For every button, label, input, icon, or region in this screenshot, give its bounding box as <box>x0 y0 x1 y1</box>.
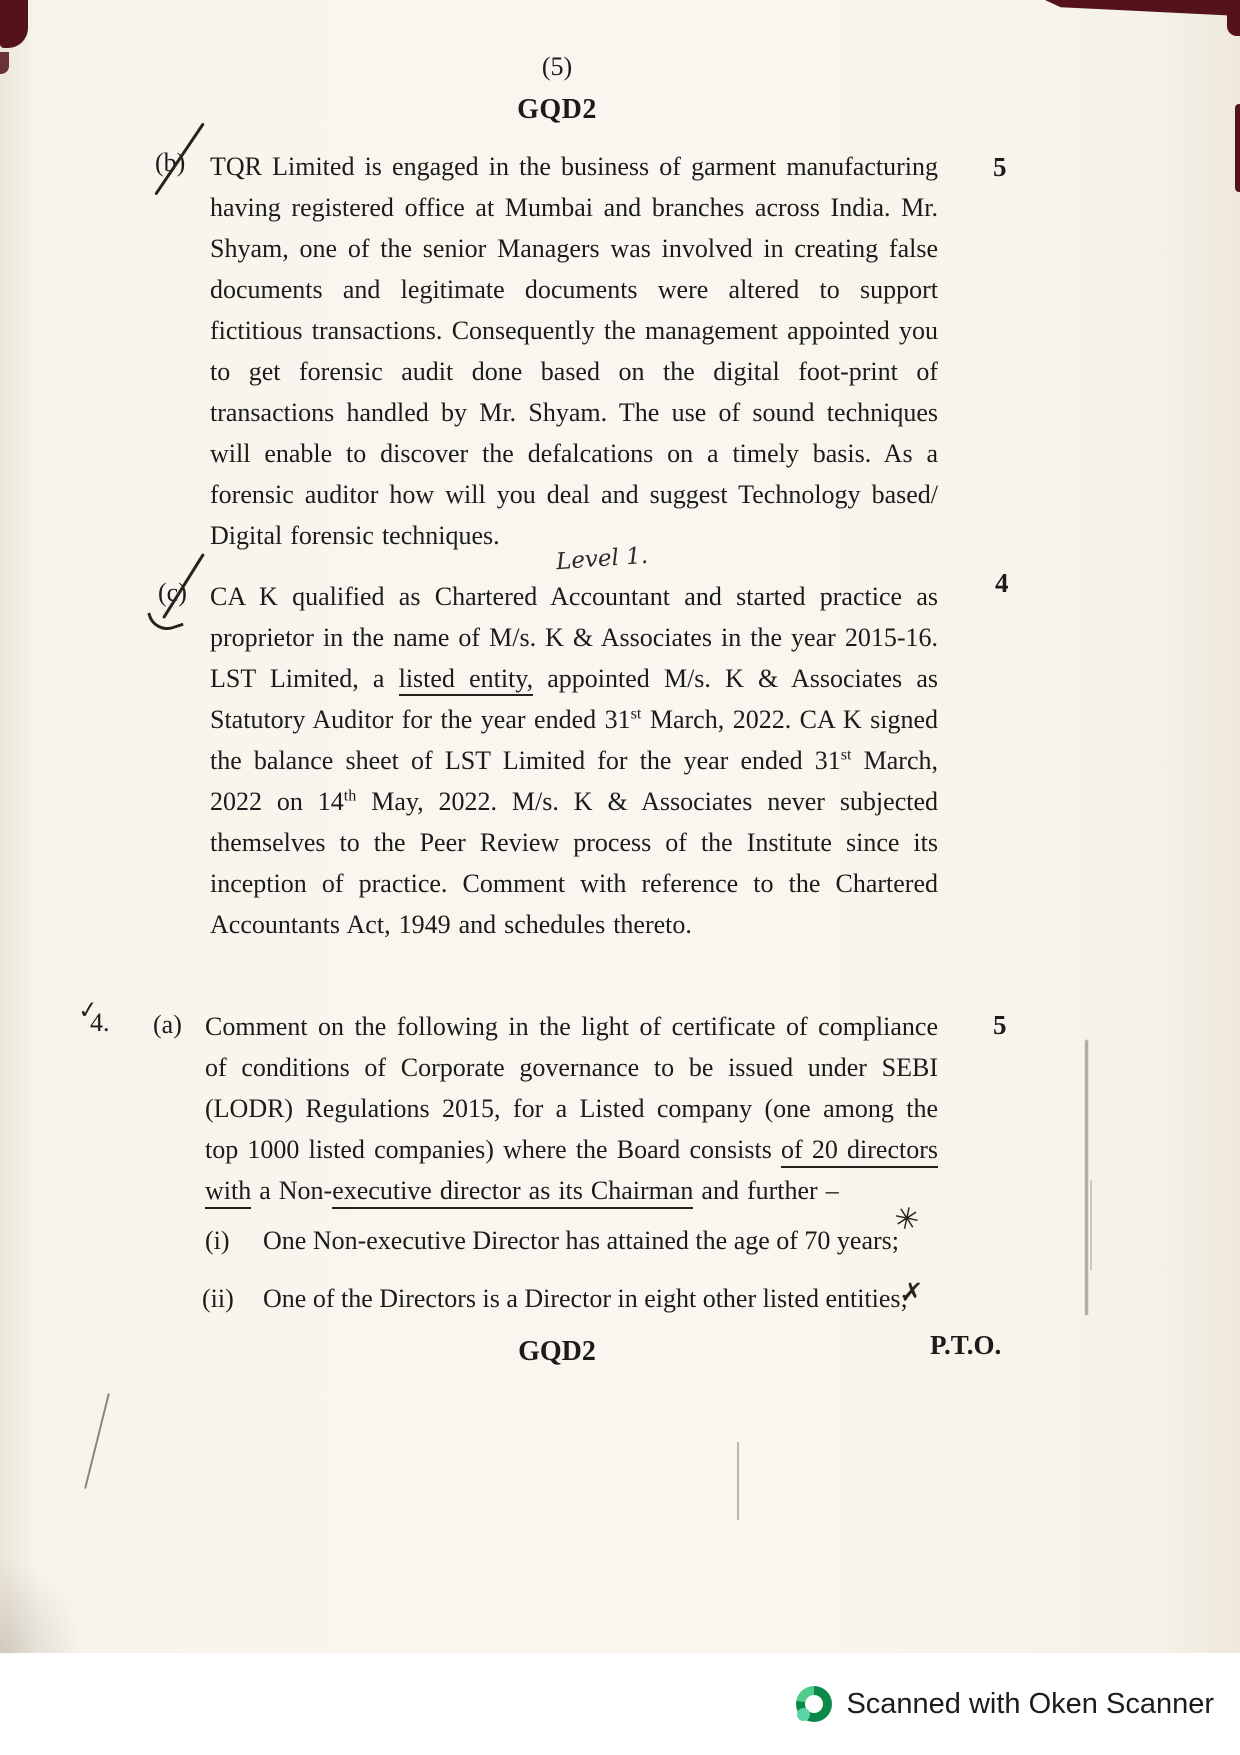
paper-code-footer: GQD2 <box>518 1336 596 1367</box>
question-4a-marks: 5 <box>993 1010 1007 1040</box>
scan-edge-artifact-top-right-wedge <box>1045 0 1240 16</box>
handwritten-checkmark: ✓ <box>76 997 100 1025</box>
question-b-marks: 5 <box>993 152 1007 182</box>
handwritten-level-note: Level 1. <box>555 542 649 576</box>
superscript-st: st <box>840 746 852 764</box>
page-number: (5) <box>541 52 573 81</box>
scan-edge-artifact-top-right-corner <box>1227 0 1240 36</box>
pto-label: P.T.O. <box>930 1330 1002 1360</box>
text-segment: March, 2022 on 14 <box>210 746 938 816</box>
paper-crease-bottom-left <box>84 1393 110 1489</box>
paper-crease-bottom-middle <box>737 1442 739 1520</box>
oken-scanner-logo-icon <box>796 1686 832 1722</box>
question-c-text <box>210 576 938 945</box>
pen-curl-annotation <box>147 604 184 635</box>
item-ii-label: (ii) <box>202 1284 234 1313</box>
text-segment: March, 2022. CA K signed the balance sheet of LST Limited for the year ended 31 <box>210 705 938 775</box>
handwritten-cross-item-ii: ✗ <box>900 1277 924 1308</box>
text-segment: a Non- <box>251 1176 333 1205</box>
underlined-text-segment: of 20 directors with <box>205 1135 938 1209</box>
item-i-text: One Non-executive Director has attained the age of 70 years; <box>263 1226 900 1255</box>
question-b-label: (b) <box>155 148 186 177</box>
text-segment: and further – <box>693 1176 839 1205</box>
paper-code-header: GQD2 <box>517 94 597 125</box>
handwritten-asterisk-item-i: ✳ <box>890 1200 923 1239</box>
scanner-note: Scanned with Oken Scanner <box>846 1687 1214 1720</box>
text-segment: May, 2022. M/s. K & Associates never subjected themselves to the Peer Review process of the Institute since its inception of practice. Comment with reference to the Chartered Accountants Act, 1949 and schedules thereto. <box>210 787 939 939</box>
superscript-th: th <box>343 787 357 805</box>
question-c-label: (c) <box>158 578 187 607</box>
underlined-text-segment: executive director as its Chairman <box>332 1176 693 1209</box>
text-segment: Comment on the following in the light of certificate of compliance of conditions of Corporate governance to be issued under SEBI (LODR) Regulations 2015, for a Listed company (one among the top 1000 listed companies) where the Board consists <box>205 1012 938 1164</box>
question-4a-intro <box>205 1006 938 1211</box>
question-4a-label: (a) <box>153 1010 182 1039</box>
paper-crease-right <box>1085 1040 1088 1315</box>
scan-edge-artifact-right <box>1235 104 1240 192</box>
question-b-text: TQR Limited is engaged in the business of garment manufacturing having registered office at Mumbai and branches across India. Mr. Shyam, one of the senior Managers was involved in creating false documents and legitimate documents were altered to support fictitious transactions. Consequently the management appointed you to get forensic audit done based on the digital foot-print of transactions handled by Mr. Shyam. The use of sound techniques will enable to discover the defalcations on a timely basis. As a forensic auditor how will you deal and suggest Technology based/ Digital forensic techniques. <box>210 152 938 550</box>
scan-edge-artifact-top-left <box>0 0 28 48</box>
scanner-footer-bar <box>0 1653 1240 1755</box>
item-ii-text: One of the Directors is a Director in eight other listed entities; <box>263 1284 908 1313</box>
underlined-text-segment: listed entity, <box>399 664 534 696</box>
paper-crease-right-faint <box>1090 1180 1092 1270</box>
superscript-st: st <box>630 705 642 723</box>
question-c-marks: 4 <box>995 568 1009 598</box>
text-segment: CA K qualified as Chartered Accountant and started practice as proprietor in the name of M/s. K & Associates in the year 2015-16. LST Limited, a <box>210 582 938 693</box>
paper-shadow-bottom-left <box>0 1515 120 1655</box>
question-4-number: 4. <box>90 1008 110 1037</box>
text-segment: appointed M/s. K & Associates as Statutory Auditor for the year ended 31 <box>210 664 938 734</box>
item-i-label: (i) <box>205 1226 230 1255</box>
